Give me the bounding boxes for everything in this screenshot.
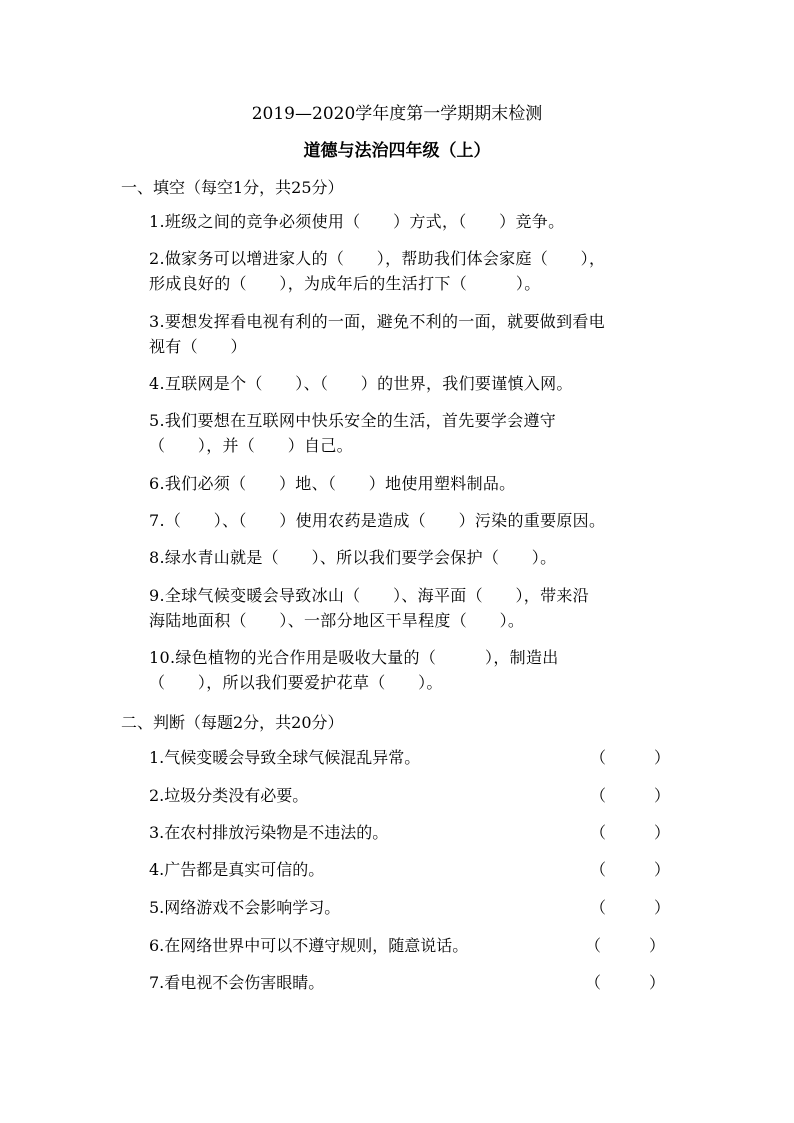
judgement-item-7: 7.看电视不会伤害眼睛。 xyxy=(149,973,325,992)
section-judgement-heading: 二、判断（每题2分，共20分） xyxy=(121,713,344,732)
question-3: 3.要想发挥看电视有利的一面，避免不利的一面，就要做到看电 视有（ ） xyxy=(149,312,605,356)
answer-paren-5: （ ） xyxy=(590,898,671,917)
judgement-item-6: 6.在网络世界中可以不遵守规则，随意说话。 xyxy=(149,936,469,955)
question-7: 7.（ ）、（ ）使用农药是造成（ ）污染的重要原因。 xyxy=(149,511,606,530)
judgement-item-3: 3.在农村排放污染物是不违法的。 xyxy=(149,823,389,842)
section-fill-blank-heading: 一、填空（每空1分，共25分） xyxy=(121,178,344,197)
question-4: 4.互联网是个（ ）、（ ）的世界，我们要谨慎入网。 xyxy=(149,374,573,393)
question-8: 8.绿水青山就是（ ）、所以我们要学会保护（ ）。 xyxy=(149,548,557,567)
question-2: 2.做家务可以增进家人的（ ），帮助我们体会家庭（ ）， 形成良好的（ ），为成年后的生活打下（ ）。 xyxy=(149,249,606,293)
answer-paren-4: （ ） xyxy=(590,860,671,879)
judgement-item-5: 5.网络游戏不会影响学习。 xyxy=(149,898,341,917)
exam-title: 2019—2020学年度第一学期期末检测 xyxy=(251,104,543,124)
answer-paren-6: （ ） xyxy=(585,936,666,955)
exam-subtitle: 道德与法治四年级（上） xyxy=(303,141,491,161)
question-1: 1.班级之间的竞争必须使用（ ）方式，（ ）竞争。 xyxy=(149,212,565,231)
question-9: 9.全球气候变暖会导致冰山（ ）、海平面（ ），带来沿 海陆地面积（ ）、一部分地区干旱程度（ ）。 xyxy=(149,586,589,630)
answer-paren-1: （ ） xyxy=(590,748,671,767)
question-5: 5.我们要想在互联网中快乐安全的生活，首先要学会遵守 （ ），并（ ）自己。 xyxy=(149,411,557,455)
answer-paren-2: （ ） xyxy=(590,786,671,805)
question-10: 10.绿色植物的光合作用是吸收大量的（ ），制造出 （ ），所以我们要爱护花草（ ）。 xyxy=(149,648,559,692)
judgement-item-2: 2.垃圾分类没有必要。 xyxy=(149,786,309,805)
question-6: 6.我们必须（ ）地、（ ）地使用塑料制品。 xyxy=(149,474,516,493)
answer-paren-3: （ ） xyxy=(590,823,671,842)
answer-paren-7: （ ） xyxy=(585,973,666,992)
judgement-item-1: 1.气候变暖会导致全球气候混乱异常。 xyxy=(149,748,421,767)
judgement-item-4: 4.广告都是真实可信的。 xyxy=(149,860,325,879)
